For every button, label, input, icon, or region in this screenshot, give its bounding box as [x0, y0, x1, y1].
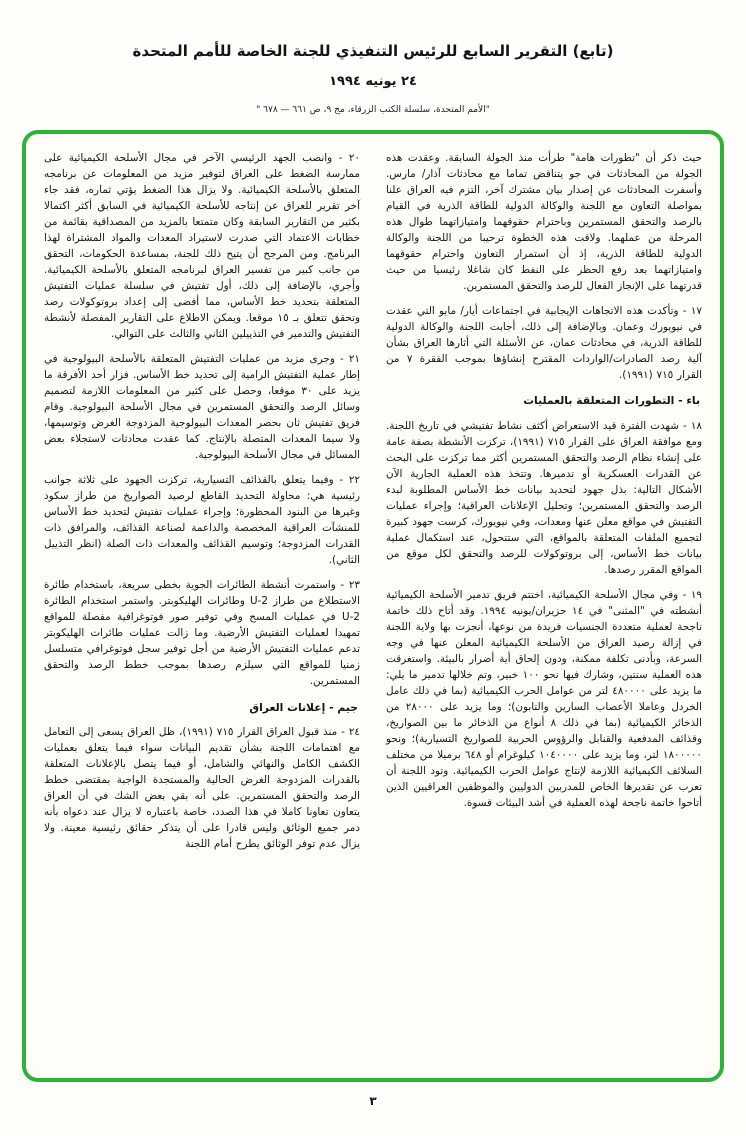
page-number: ٣: [369, 1094, 377, 1108]
paragraph-continuation: حيث ذكر أن "تطورات هامة" طرأت منذ الجولة السابقة. وعقدت هذه الجولة من المحادثات في جو يتناقض تماما مع محادثات آذار/ مارس. وأسفرت المحادثات عن إصدار بيان مشترك آخر، التزم فيه العراق علنا بمواصلة التعاون مع اللجنة والوكالة الدولية للطاقة الذرية في القيام بالرصد والتحقق المستمرين وباحترام حقوقهما وامتيازاتهما طوال هذه المرحلة من عملهما. ولاقت هذه الخطوة ترحيبا من اللجنة والوكالة الدولية للطاقة الذرية، إذ أن استمرار التعاون واحترام حقوقهما وامتيازاتهما بعد رفع الحظر على النفط كان شاغلا رئيسيا من حيث قدرتهما على الإنجاز الفعال للرصد والتحقق المستمرين.: [386, 152, 702, 293]
paragraph-21: ٢١ - وجرى مزيد من عمليات التفتيش المتعلقة بالأسلحة البيولوجية في إطار عملية التفتيش الرامية إلى تحديد خط الأساس. فزار أحد الأفرقة ما يزيد على ٣٠ موقعا، وحصل على كثير من المعلومات اللازمة لتصميم وسائل الرصد والتحقق المستمرين في مجال الأسلحة البيولوجية. وقام فريق تفتيش ثان بحصر المعدات البيولوجية المزدوجة الغرض وتوسيمها، ولا سيما المعدات المتصلة بالإنتاج. كما عقدت محادثات لاستجلاء بعض المسائل في مجال الأسلحة البيولوجية.: [44, 353, 360, 462]
document-title: (تابع) التقرير السابع للرئيس التنفيذي للجنة الخاصة للأمم المتحدة: [132, 42, 614, 60]
document-header: [0, 0, 746, 115]
paragraph-20: ٢٠ - وانصب الجهد الرئيسي الآخر في مجال الأسلحة الكيميائية على ممارسة الضغط على العراق لتوفير مزيد من المعلومات عن برنامجه المتعلق بالأسلحة الكيميائية. ولا يزال هذا الضغط يؤتي ثماره، فقد جاء آخر تقرير للعراق عن إنتاجه للأسلحة الكيميائية في السابق أكثر اكتمالا بكثير من التقارير السابقة وكان متمتعا بالمزيد من المصداقية بقائمة من خطابات الاعتماد التي صدرت لاستيراد المعدات والمواد المشتراة لهذا البرنامج. ومن المرجح أن يتيح ذلك للجنة، بمساعدة الحكومات، التحقق من جانب كبير من تفسير العراق لبرنامجه المتعلق بالأسلحة الكيميائية. وأجري، بالإضافة إلى ذلك، أول تفتيش في سلسلة عمليات التفتيش المتعلقة بتحديد خط الأساس، مما أفضى إلى إعداد بروتوكولات رصد وتحقق تتعلق بـ ١٥ موقعا. ويمكن الاطلاع على التقارير المفصلة لأنشطة التفتيش والتدمير في التذييلين الثاني والثالث على التوالي.: [44, 152, 361, 341]
section-heading-baa: باء - التطورات المتعلقة بالعمليات: [523, 394, 700, 408]
paragraph-17: ١٧ - وتأكدت هذه الاتجاهات الإيجابية في اجتماعات أيار/ مايو التي عقدت في نيويورك وعمان. وبالإضافة إلى ذلك، أجابت اللجنة والوكالة الدولية للطاقة الذرية، في محادثات عمان، عن الأسئلة التي أثارها العراق بشأن آلية رصد الصادرات/الواردات المقترح إنشاؤها بموجب الفقرة ٧ من القرار ٧١٥ (١٩٩١).: [386, 305, 702, 382]
document-date: ٢٤ يونيه ١٩٩٤: [329, 74, 417, 89]
column-right: [386, 150, 702, 1064]
paragraph-24: ٢٤ - منذ قبول العراق القرار ٧١٥ (١٩٩١)، ظل العراق يسعى إلى التعامل مع اهتمامات اللجنة بشأن تقديم البيانات سواء فيما يتعلق بعمليات الكشف الكامل والنهائي والشامل، أو فيما يتصل بالإعلانات المتعلقة بالقدرات المزدوجة الغرض الحالية والمستجدة الواجبة بمقتضى خطط الرصد والتحقق المستمرين. على أنه بقي بعض الشك في أن العراق يتعاون تعاونا كاملا في هذا الصدد، خاصة باعتباره لا يزال عند دعواه بأنه دمر جميع الوثائق وليس قادرا على أن يتذكر حقائق رئيسية معينة. ولا يزال عدم توفر الوثائق يطرح أمام اللجنة: [44, 726, 360, 851]
column-left: [44, 150, 360, 1064]
paragraph-18: ١٨ - شهدت الفترة قيد الاستعراض أكثف نشاط تفتيشي في تاريخ اللجنة. ومع موافقة العراق على القرار ٧١٥ (١٩٩١)، تركزت الأنشطة بصفة عامة على إنشاء نظام الرصد والتحقق المستمرين أكثر مما تركزت على البحث عن القدرات العسكرية أو تدميرها. وتتخذ هذه العملية الجارية الآن الأشكال التالية: بذل جهود لتحديد بيانات خط الأساس المطلوبة لبدء الرصد والتحقق المستمرين؛ وتحليل الإعلانات العراقية؛ وإجراء عمليات التفتيش في مواقع معلن عنها ومعدات، وفي نيويورك، كرست جهود كبيرة لتجميع الملفات المتعلقة بالمواقع، التي ستتحول، عند استكمال عملية بيانات خط الأساس، إلى بروتوكولات للرصد والتحقق لكل موقع من المواقع المقرر رصدها.: [386, 419, 702, 576]
paragraph-19: ١٩ - وفي مجال الأسلحة الكيميائية، اختتم فريق تدمير الأسلحة الكيميائية أنشطته في "المثنى" في ١٤ حزيران/يونيه ١٩٩٤. وقد أتاح ذلك خاتمة ناجحة لعملية متعددة الجنسيات فريدة من نوعها، أنجزت بها ولاية اللجنة في إزالة رصيد العراق من الأسلحة الكيميائية المعلن عنها في وجه السرعة، وبأدنى تكلفة ممكنة، ودون إلحاق أية أضرار بالبيئة. واستغرقت هذه العملية سنتين، وشارك فيها نحو ١٠٠ خبير، وتم خلالها تدمير ما يلي: ما يزيد على ٤٨٠٠٠٠ لتر من عوامل الحرب الكيميائية (بما في ذلك عامل الخردل وعاملا الأعصاب السارين والتابون)؛ وما يزيد على ٢٨٠٠٠ من الذخائر الكيميائية (بما في ذلك ٨ أنواع من الذخائر ما بين الصواريخ، وقذائف المدفعية والقنابل والرؤوس الحربية للصواريخ التسيارية)؛ ونحو ١٨٠٠٠٠٠ لتر، وما يزيد على ١٠٤٠٠٠٠ كيلوغرام أو ٦٤٨ برميلا من مختلف السلائف الكيميائية اللازمة لإنتاج عوامل الحرب الكيميائية. وتود اللجنة أن تعرب عن تقديرها الخاص للمدربين الدوليين والموظفين العراقيين الذين أتاحوا خاتمة ناجحة لهذه العملية في أشد البيئات قسوة.: [386, 589, 702, 810]
paragraph-23: ٢٣ - واستمرت أنشطة الطائرات الجوية بخطى سريعة، باستخدام طائرة الاستطلاع من طراز U-2 وطائرات الهليكوبتر. واستمر استخدام الطائرة U-2 في عمليات المسح وفي توفير صور فوتوغرافية مفصلة للمواقع تمهيدا لعمليات التفتيش الأرضية. وما زالت عمليات طائرات الهليكوبتر تدعم عمليات التفتيش الأرضية من أجل توفير سجل فوتوغرافي متسلسل زمنيا للمواقع التي سيلزم رصدها بموجب خطط الرصد والتحقق المستمرين.: [44, 579, 360, 688]
content-border-box: [22, 130, 724, 1082]
two-column-layout: [44, 150, 702, 1064]
document-source-line: "الأمم المتحدة، سلسلة الكتب الزرقاء، مج ٩، ص ٦٦١ — ٦٧٨ ": [256, 105, 490, 115]
section-heading-jeem: جيم - إعلانات العراق: [249, 700, 358, 714]
paragraph-22: ٢٢ - وفيما يتعلق بالقذائف التسيارية، تركزت الجهود على ثلاثة جوانب رئيسية هي: محاولة التحديد القاطع لرصيد الصواريخ من طراز سكود وغيرها من البنود المحظورة؛ وإجراء عمليات تفتيش لتحديد خط الأساس للمنشآت العراقية المخصصة والداعمة لصناعة القذائف، والمرافق ذات القدرات المزدوجة؛ وتوسيم القذائف والمعدات ذات الصلة (انظر التذييل الثاني).: [44, 474, 360, 567]
